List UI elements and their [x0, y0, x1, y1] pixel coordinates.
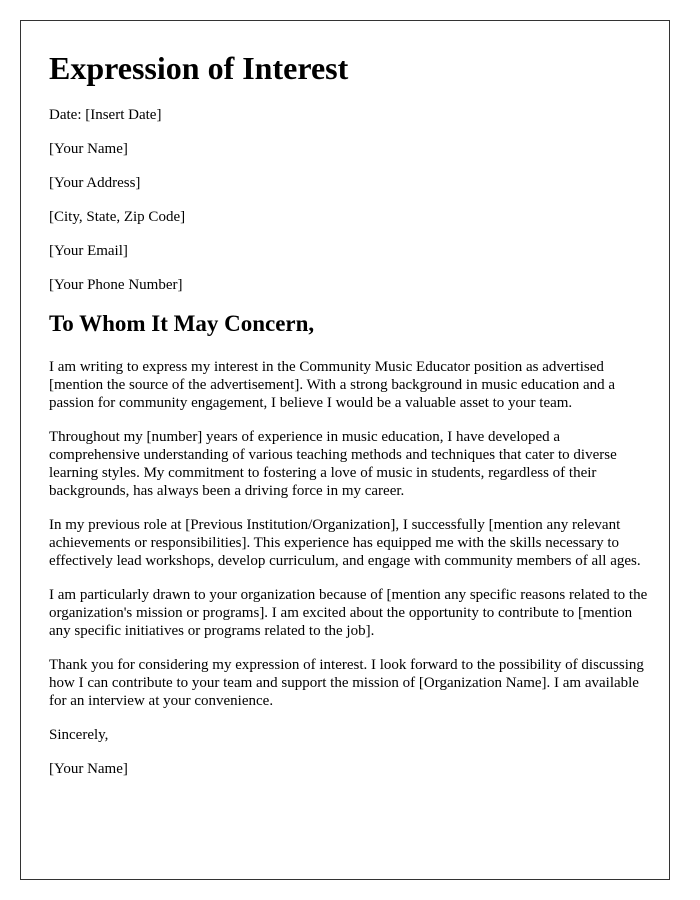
closing-line: Sincerely, — [49, 726, 109, 743]
body-paragraph-4: I am particularly drawn to your organization because of [mention any specific reasons related to the organization's mission or programs]. I am excited about the opportunity to contribute to [mention any specific initiatives or programs related to the job]. — [49, 586, 648, 639]
sender-email-line: [Your Email] — [49, 243, 128, 260]
body-paragraph-1: I am writing to express my interest in the Community Music Educator position as advertised [mention the source of the advertisement]. With a strong background in music education and a passion for community engagement, I believe I would be a valuable asset to your team. — [49, 358, 616, 411]
signature-line: [Your Name] — [49, 760, 128, 777]
date-line: Date: [Insert Date] — [49, 107, 162, 124]
body-paragraph-3: In my previous role at [Previous Institution/Organization], I successfully [mention any relevant achievements or responsibilities]. This experience has equipped me with the skills necessary to effectively lead workshops, develop curriculum, and engage with community members of all ages. — [49, 516, 641, 569]
sender-city-line: [City, State, Zip Code] — [49, 209, 186, 226]
page-title: Expression of Interest — [49, 50, 349, 86]
sender-name-line: [Your Name] — [49, 141, 128, 158]
body-paragraph-5: Thank you for considering my expression of interest. I look forward to the possibility of discussing how I can contribute to your team and support the mission of [Organization Name]. I am available for an interview at your convenience. — [49, 656, 644, 709]
body-paragraph-2: Throughout my [number] years of experience in music education, I have developed a comprehensive understanding of various teaching methods and techniques that cater to diverse learning styles. My commitment to fostering a love of music in students, regardless of their backgrounds, has always been a driving force in my career. — [49, 428, 617, 499]
sender-address-line: [Your Address] — [49, 175, 141, 192]
sender-phone-line: [Your Phone Number] — [49, 277, 183, 294]
letter-page — [20, 20, 670, 880]
salutation-heading: To Whom It May Concern, — [49, 311, 315, 337]
